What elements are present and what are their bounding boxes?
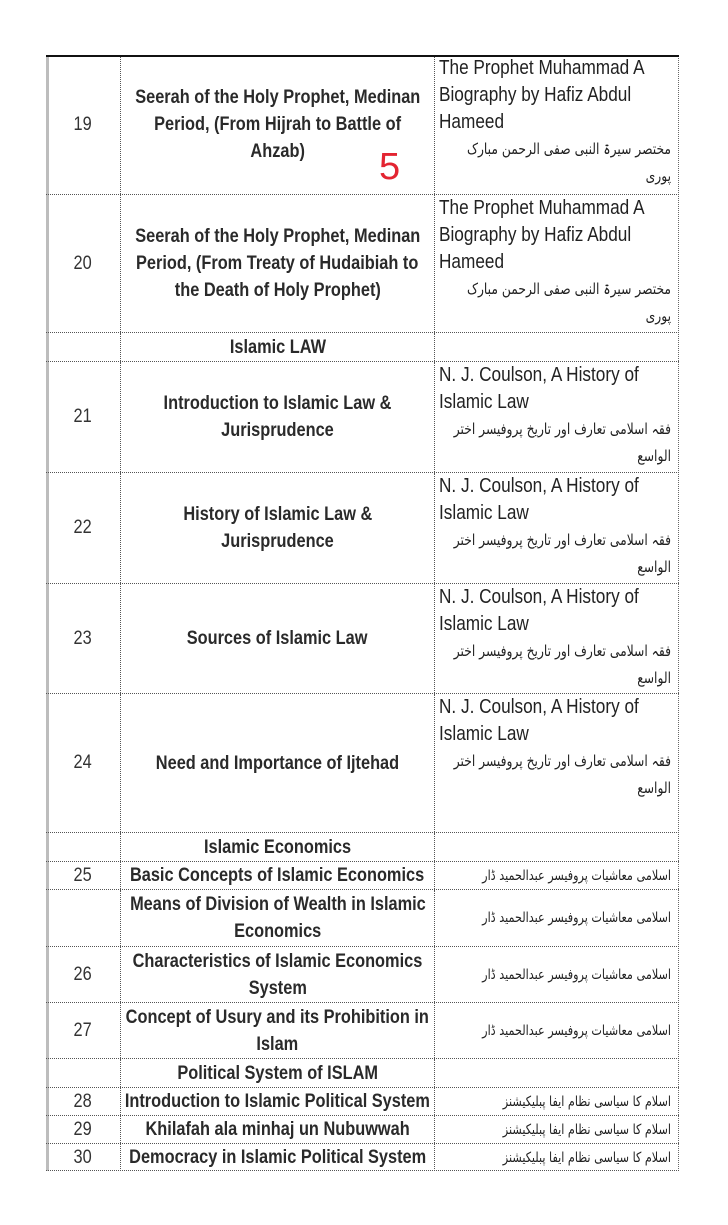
reference-urdu-line: الواسع <box>637 558 671 576</box>
reference-urdu-line: اسلامی معاشیات پروفیسر عبدالحمید ڈار <box>482 966 671 983</box>
lecture-number: 20 <box>73 252 93 274</box>
reference-cell <box>434 890 679 946</box>
topic-line: the Death of Holy Prophet) <box>174 280 381 301</box>
table-row <box>46 1087 679 1115</box>
reference-urdu-line: پوری <box>645 167 671 185</box>
topic-line: Islam <box>256 1033 299 1055</box>
syllabus-table <box>46 55 679 1171</box>
reference-urdu-line: فقہ اسلامی تعارف اور تاریخ پروفیسر اختر <box>453 420 671 438</box>
topic-line: Seerah of the Holy Prophet, Medinan <box>134 226 421 247</box>
table-row <box>46 1002 679 1058</box>
reference-cell <box>434 833 679 861</box>
page-marker: 5 <box>379 146 401 188</box>
lecture-number-cell <box>46 1059 120 1087</box>
table-row <box>46 1143 679 1171</box>
reference-english-line: The Prophet Muhammad A <box>439 197 645 219</box>
table-row <box>46 194 679 332</box>
reference-urdu-line: الواسع <box>637 669 671 687</box>
topic-line: Characteristics of Islamic Economics <box>132 950 423 972</box>
section-header-row <box>46 832 679 861</box>
reference-urdu-line: فقہ اسلامی تعارف اور تاریخ پروفیسر اختر <box>453 642 671 660</box>
reference-cell <box>434 1088 679 1115</box>
lecture-number: 23 <box>73 627 93 649</box>
topic-line: Islamic LAW <box>229 336 326 358</box>
topic-cell <box>120 694 434 832</box>
topic-line: Sources of Islamic Law <box>187 628 368 649</box>
topic-line: Islamic Economics <box>203 836 352 858</box>
topic-cell <box>120 833 434 861</box>
topic-cell <box>120 1116 434 1143</box>
reference-english-line: Islamic Law <box>439 391 529 413</box>
reference-english-line: Islamic Law <box>439 723 529 745</box>
topic-line: Concept of Usury and its Prohibition in <box>125 1006 430 1028</box>
lecture-number-cell <box>46 1116 120 1143</box>
topic-cell <box>120 362 434 472</box>
topic-cell <box>120 1059 434 1087</box>
table-row <box>46 583 679 693</box>
lecture-number-cell <box>46 694 120 832</box>
lecture-number: 24 <box>73 752 93 773</box>
table-row <box>46 861 679 889</box>
topic-cell <box>120 584 434 693</box>
reference-cell <box>434 862 679 889</box>
reference-english-line: Islamic Law <box>439 502 529 524</box>
reference-cell <box>434 362 679 472</box>
table-row <box>46 946 679 1002</box>
reference-english-line: N. J. Coulson, A History of <box>439 696 639 718</box>
topic-line: Economics <box>233 921 322 942</box>
table-row <box>46 55 679 194</box>
topic-line: Introduction to Islamic Law & <box>163 393 392 414</box>
table-row <box>46 361 679 472</box>
reference-cell <box>434 473 679 583</box>
reference-english-line: The Prophet Muhammad A <box>439 57 645 79</box>
reference-english-line: N. J. Coulson, A History of <box>439 475 639 497</box>
reference-english-line: Biography by Hafiz Abdul <box>439 84 632 106</box>
lecture-number-cell <box>46 195 120 332</box>
topic-cell <box>120 947 434 1002</box>
topic-line: Democracy in Islamic Political System <box>129 1147 426 1168</box>
reference-urdu-line: اسلام کا سیاسی نظام ایفا پبلیکیشنز <box>502 1093 671 1110</box>
table-row <box>46 1115 679 1143</box>
table-row <box>46 693 679 832</box>
topic-cell <box>120 890 434 946</box>
reference-urdu-line: اسلامی معاشیات پروفیسر عبدالحمید ڈار <box>482 1022 671 1039</box>
topic-cell <box>120 473 434 583</box>
reference-urdu-line: اسلام کا سیاسی نظام ایفا پبلیکیشنز <box>502 1121 671 1138</box>
lecture-number: 29 <box>73 1118 93 1140</box>
section-header-row <box>46 332 679 361</box>
table-row <box>46 472 679 583</box>
lecture-number: 26 <box>73 963 93 985</box>
reference-cell <box>434 584 679 693</box>
reference-urdu-line: پوری <box>645 307 671 325</box>
topic-line: History of Islamic Law & <box>183 504 372 525</box>
topic-line: System <box>248 977 307 999</box>
topic-cell <box>120 195 434 332</box>
table-top-border <box>46 55 679 57</box>
topic-line: Basic Concepts of Islamic Economics <box>130 865 425 886</box>
lecture-number-cell <box>46 833 120 861</box>
reference-urdu-line: مختصر سیرۃ النبی صفی الرحمن مبارک <box>466 140 671 158</box>
lecture-number-cell <box>46 333 120 361</box>
reference-urdu-line: اسلامی معاشیات پروفیسر عبدالحمید ڈار <box>482 867 671 884</box>
lecture-number-cell <box>46 55 120 194</box>
topic-cell <box>120 1144 434 1171</box>
topic-line: Introduction to Islamic Political System <box>124 1091 431 1112</box>
reference-cell <box>434 1003 679 1058</box>
reference-cell <box>434 694 679 832</box>
reference-cell <box>434 55 679 194</box>
lecture-number-cell <box>46 473 120 583</box>
reference-urdu-line: اسلامی معاشیات پروفیسر عبدالحمید ڈار <box>482 910 671 926</box>
reference-cell <box>434 1116 679 1143</box>
reference-english-line: N. J. Coulson, A History of <box>439 586 639 608</box>
reference-cell <box>434 1059 679 1087</box>
topic-line: Ahzab) <box>250 141 305 162</box>
section-header-row <box>46 1058 679 1087</box>
reference-english-line: N. J. Coulson, A History of <box>439 364 639 386</box>
topic-cell <box>120 1003 434 1058</box>
reference-cell <box>434 1144 679 1171</box>
reference-urdu-line: فقہ اسلامی تعارف اور تاریخ پروفیسر اختر <box>453 752 671 770</box>
lecture-number: 19 <box>73 113 93 135</box>
topic-cell <box>120 862 434 889</box>
topic-cell <box>120 1088 434 1115</box>
reference-urdu-line: الواسع <box>637 779 671 797</box>
reference-urdu-line: مختصر سیرۃ النبی صفی الرحمن مبارک <box>466 280 671 298</box>
topic-line: Khilafah ala minhaj un Nubuwwah <box>145 1119 410 1140</box>
lecture-number: 21 <box>73 406 93 427</box>
table-row <box>46 889 679 946</box>
reference-urdu-line: اسلام کا سیاسی نظام ایفا پبلیکیشنز <box>502 1149 671 1166</box>
topic-line: Period, (From Hijrah to Battle of <box>154 114 401 135</box>
lecture-number: 30 <box>73 1146 93 1168</box>
topic-line: Jurisprudence <box>221 531 334 552</box>
reference-english-line: Biography by Hafiz Abdul <box>439 224 632 246</box>
topic-line: Political System of ISLAM <box>177 1062 378 1084</box>
reference-english-line: Hameed <box>439 251 505 273</box>
lecture-number: 28 <box>73 1090 93 1112</box>
topic-line: Seerah of the Holy Prophet, Medinan <box>134 87 421 108</box>
lecture-number: 22 <box>73 517 93 538</box>
reference-urdu-line: الواسع <box>637 447 671 465</box>
topic-line: Means of Division of Wealth in Islamic <box>129 894 426 915</box>
lecture-number: 27 <box>73 1019 93 1041</box>
reference-cell <box>434 195 679 332</box>
reference-cell <box>434 333 679 361</box>
lecture-number: 25 <box>73 864 93 886</box>
topic-line: Need and Importance of Ijtehad <box>155 752 400 774</box>
reference-english-line: Islamic Law <box>439 613 529 635</box>
reference-urdu-line: فقہ اسلامی تعارف اور تاریخ پروفیسر اختر <box>453 531 671 549</box>
reference-english-line: Hameed <box>439 111 505 133</box>
lecture-number-cell <box>46 362 120 472</box>
reference-cell <box>434 947 679 1002</box>
topic-line: Jurisprudence <box>221 420 334 441</box>
topic-cell <box>120 333 434 361</box>
topic-line: Period, (From Treaty of Hudaibiah to <box>136 253 419 274</box>
lecture-number-cell <box>46 584 120 693</box>
